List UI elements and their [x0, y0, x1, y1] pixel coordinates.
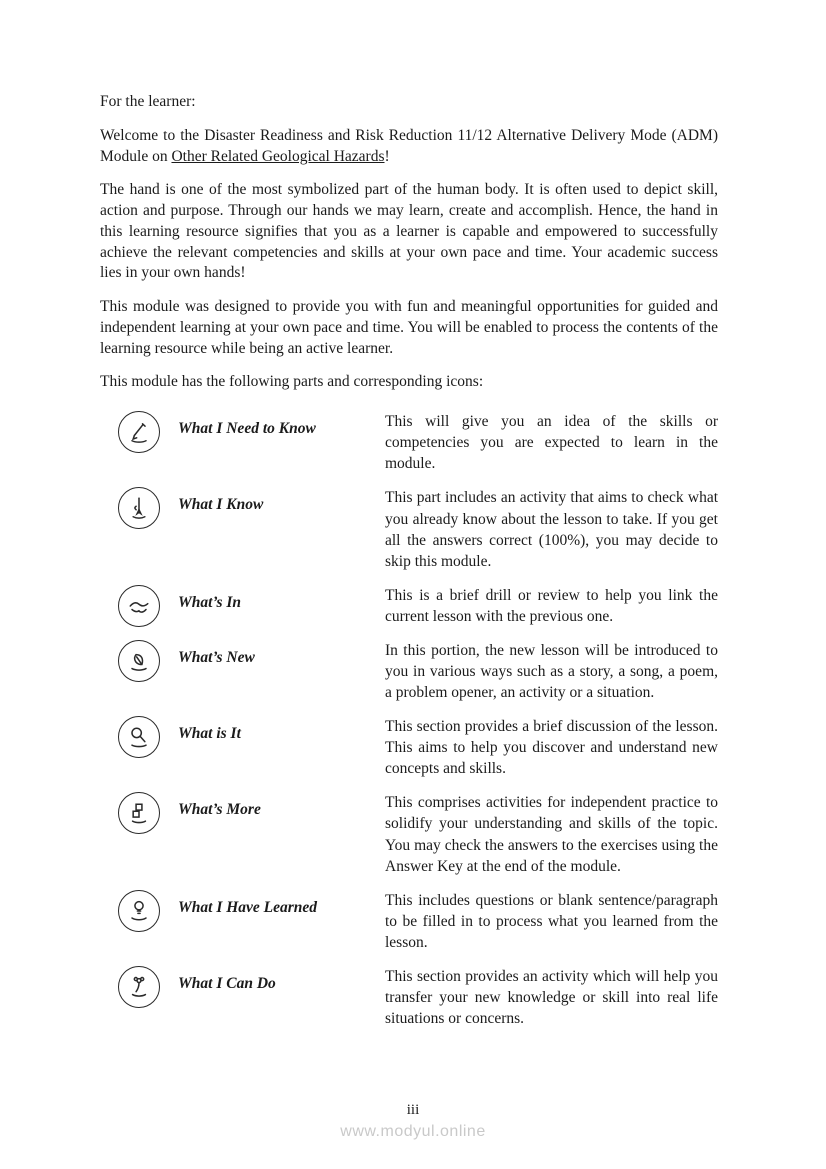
module-part-description: This section provides a brief discussion of the lesson. This aims to help you discover and understand new concepts and skills. [385, 718, 718, 778]
module-part-row [100, 966, 718, 1029]
magnifier-hand-icon [118, 716, 160, 758]
module-part-row [100, 716, 718, 779]
hand-leaf-icon [118, 640, 160, 682]
module-part-label: What’s In [178, 593, 242, 611]
module-part-label: What’s New [178, 648, 255, 666]
paragraph-welcome [100, 126, 718, 168]
module-part-label: What is It [178, 725, 241, 743]
module-part-label: What I Have Learned [178, 898, 318, 916]
page-number: iii [406, 1102, 420, 1118]
hands-link-icon [118, 585, 160, 627]
icon-cell [100, 890, 178, 932]
welcome-module-title: Other Related Geological Hazards [171, 147, 385, 165]
hand-bulb-icon [118, 890, 160, 932]
watermark-url: www.modyul.online [340, 1123, 486, 1140]
hand-pen-icon [118, 411, 160, 453]
welcome-prefix: Welcome to the Disaster Readiness and Risk Reduction 11/12 Alternative Delivery Mode (ADM) Module on [100, 126, 718, 165]
module-parts-list [100, 411, 718, 1029]
hand-blocks-icon [118, 792, 160, 834]
module-part-row [100, 585, 718, 627]
module-part-label: What I Can Do [178, 974, 276, 992]
icon-cell [100, 792, 178, 834]
hand-pencil-icon [118, 487, 160, 529]
module-part-label: What I Know [178, 496, 264, 514]
icon-cell [100, 640, 178, 682]
icon-cell [100, 411, 178, 453]
module-part-row [100, 640, 718, 703]
module-part-row [100, 792, 718, 876]
module-part-description: In this portion, the new lesson will be introduced to you in various ways such as a story, a song, a poem, a problem opener, an activity or a situation. [385, 641, 718, 702]
module-part-row [100, 487, 718, 571]
welcome-suffix: ! [384, 147, 390, 165]
module-part-description: This part includes an activity that aims to check what you already know about the lesson to take. If you get all the answers correct (100%), you may decide to skip this module. [385, 489, 718, 570]
paragraph-hand-symbolism: The hand is one of the most symbolized part of the human body. It is often used to depict skill, action and purpose. Through our hands we may learn, create and accomplish. Hence, the hand in this learning resource signifies that you as a learner is capable and empowered to successfully achieve the relevant competencies and skills at your own pace and time. Your academic success lies in your own hands! [100, 181, 718, 282]
module-part-description: This will give you an idea of the skills or competencies you are expected to learn in the module. [385, 413, 718, 473]
module-part-description: This comprises activities for independent practice to solidify your understanding and skills of the topic. You may check the answers to the exercises using the Answer Key at the end of the module. [385, 794, 718, 875]
icon-cell [100, 585, 178, 627]
paragraph-parts-intro: This module has the following parts and corresponding icons: [100, 373, 484, 391]
module-part-row [100, 890, 718, 953]
module-part-label: What I Need to Know [178, 420, 316, 438]
module-part-description: This section provides an activity which will help you transfer your new knowledge or skill into real life situations or concerns. [385, 967, 718, 1028]
module-part-row [100, 411, 718, 474]
paragraph-for-learner: For the learner: [100, 93, 196, 110]
module-part-label: What’s More [178, 801, 261, 819]
icon-cell [100, 716, 178, 758]
icon-cell [100, 487, 178, 529]
paragraph-module-design: This module was designed to provide you with fun and meaningful opportunities for guided and independent learning at your own pace and time. You will be enabled to process the contents of the learning resource while being an active learner. [100, 298, 718, 357]
module-part-description: This is a brief drill or review to help you link the current lesson with the previous one. [385, 586, 718, 625]
hand-flower-icon [118, 966, 160, 1008]
page-footer [0, 1102, 826, 1141]
module-part-description: This includes questions or blank sentence/paragraph to be filled in to process what you learned from the lesson. [385, 891, 718, 951]
icon-cell [100, 966, 178, 1008]
